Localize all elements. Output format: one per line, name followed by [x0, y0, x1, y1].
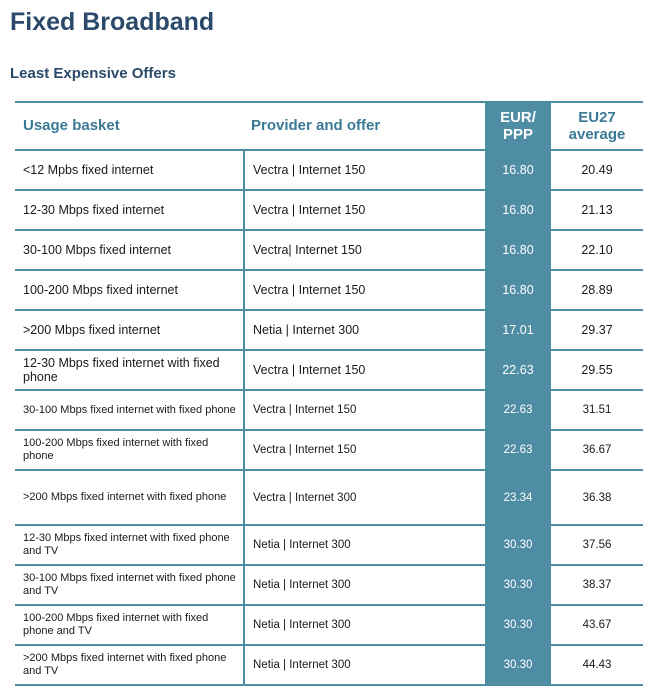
- table-row: [15, 311, 643, 351]
- page-subtitle: Least Expensive Offers: [10, 65, 176, 82]
- table-row: [15, 191, 643, 231]
- provider-cell: Vectra| Internet 150: [243, 231, 485, 269]
- table-row: [15, 646, 643, 686]
- eu27-average-cell: 29.55: [581, 363, 613, 377]
- table-row: [15, 231, 643, 271]
- eur-ppp-cell: 16.80: [485, 231, 551, 269]
- eur-ppp-cell: 22.63: [485, 391, 551, 429]
- header-usage-basket: Usage basket: [23, 117, 120, 134]
- provider-cell: Netia | Internet 300: [243, 606, 485, 644]
- usage-basket-cell: 100-200 Mbps fixed internet: [23, 283, 178, 297]
- eu27-average-cell: 44.43: [582, 659, 612, 671]
- eur-ppp-cell: 30.30: [485, 606, 551, 644]
- usage-basket-cell: 12-30 Mbps fixed internet with fixed phone: [23, 356, 220, 384]
- provider-cell: Vectra | Internet 150: [243, 391, 485, 429]
- provider-cell: Netia | Internet 300: [243, 566, 485, 604]
- eu27-average-cell: 43.67: [582, 619, 612, 631]
- table-header-row: [15, 103, 643, 151]
- eur-ppp-cell: 22.63: [485, 351, 551, 389]
- provider-cell: Netia | Internet 300: [243, 311, 485, 349]
- eur-ppp-cell: 30.30: [485, 566, 551, 604]
- eur-ppp-cell: 30.30: [485, 646, 551, 684]
- usage-basket-cell: 30-100 Mbps fixed internet with fixed phone: [23, 403, 236, 416]
- provider-cell: Vectra | Internet 150: [243, 151, 485, 189]
- table-row: [15, 526, 643, 566]
- table-row: [15, 606, 643, 646]
- offers-table: [15, 101, 643, 686]
- table-row: [15, 351, 643, 391]
- eu27-average-cell: 38.37: [582, 579, 612, 591]
- usage-basket-cell: 30-100 Mbps fixed internet: [23, 243, 172, 257]
- provider-cell: Vectra | Internet 300: [243, 471, 485, 524]
- eur-ppp-cell: 16.80: [485, 191, 551, 229]
- usage-basket-cell: >200 Mbps fixed internet with fixed phone and TV: [23, 652, 227, 677]
- header-eur-ppp: EUR/ PPP: [485, 103, 551, 149]
- header-eu27-average: EU27 average: [568, 109, 626, 143]
- provider-cell: Vectra | Internet 150: [243, 191, 485, 229]
- usage-basket-cell: 12-30 Mbps fixed internet: [23, 203, 165, 217]
- usage-basket-cell: 30-100 Mbps fixed internet with fixed phone and TV: [23, 572, 236, 597]
- header-provider-offer: Provider and offer: [251, 117, 381, 134]
- eur-ppp-cell: 30.30: [485, 526, 551, 564]
- eu27-average-cell: 36.38: [582, 491, 612, 504]
- usage-basket-cell: <12 Mpbs fixed internet: [23, 163, 154, 177]
- table-row: [15, 471, 643, 526]
- table-row: [15, 431, 643, 471]
- provider-cell: Vectra | Internet 150: [243, 431, 485, 469]
- usage-basket-cell: >200 Mbps fixed internet with fixed phone: [23, 491, 227, 503]
- eu27-average-cell: 28.89: [581, 283, 613, 297]
- provider-cell: Vectra | Internet 150: [243, 271, 485, 309]
- table-row: [15, 271, 643, 311]
- usage-basket-cell: >200 Mbps fixed internet: [23, 323, 161, 337]
- eu27-average-cell: 20.49: [581, 163, 613, 177]
- usage-basket-cell: 100-200 Mbps fixed internet with fixed phone: [23, 437, 209, 462]
- eur-ppp-cell: 22.63: [485, 431, 551, 469]
- eur-ppp-cell: 17.01: [485, 311, 551, 349]
- eu27-average-cell: 21.13: [581, 203, 613, 217]
- eu27-average-cell: 31.51: [582, 404, 612, 416]
- eu27-average-cell: 29.37: [581, 323, 613, 337]
- eu27-average-cell: 36.67: [582, 444, 612, 456]
- provider-cell: Netia | Internet 300: [243, 646, 485, 684]
- table-row: [15, 151, 643, 191]
- eur-ppp-cell: 23.34: [485, 471, 551, 524]
- page-title: Fixed Broadband: [10, 8, 215, 36]
- usage-basket-cell: 12-30 Mbps fixed internet with fixed phone and TV: [23, 532, 230, 557]
- table-row: [15, 391, 643, 431]
- provider-cell: Vectra | Internet 150: [243, 351, 485, 389]
- eur-ppp-cell: 16.80: [485, 271, 551, 309]
- eu27-average-cell: 37.56: [582, 539, 612, 551]
- eur-ppp-cell: 16.80: [485, 151, 551, 189]
- eu27-average-cell: 22.10: [581, 243, 613, 257]
- usage-basket-cell: 100-200 Mbps fixed internet with fixed phone and TV: [23, 612, 209, 637]
- provider-cell: Netia | Internet 300: [243, 526, 485, 564]
- table-row: [15, 566, 643, 606]
